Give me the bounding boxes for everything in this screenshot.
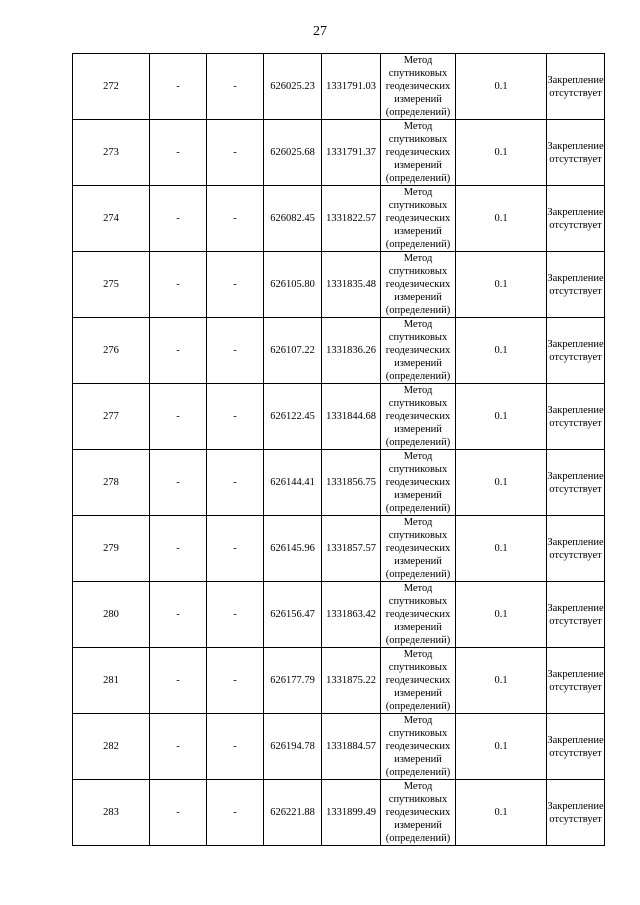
y-coordinate-cell: 1331899.49 [322,780,381,846]
method-cell: Метод спутниковых геодезических измерений (определений) [381,186,456,252]
dash-cell-1: - [150,384,207,450]
x-coordinate-cell: 626221.88 [264,780,322,846]
coordinates-table [72,53,605,846]
method-cell: Метод спутниковых геодезических измерений (определений) [381,648,456,714]
dash-cell-2: - [207,120,264,186]
x-coordinate-cell: 626025.23 [264,54,322,120]
fixation-cell: Закрепление отсутствует [547,450,605,516]
fixation-cell: Закрепление отсутствует [547,318,605,384]
fixation-cell: Закрепление отсутствует [547,186,605,252]
point-number-cell: 273 [73,120,150,186]
point-number-cell: 280 [73,582,150,648]
point-number-cell: 277 [73,384,150,450]
y-coordinate-cell: 1331835.48 [322,252,381,318]
table-body [73,54,605,846]
y-coordinate-cell: 1331863.42 [322,582,381,648]
dash-cell-2: - [207,318,264,384]
method-cell: Метод спутниковых геодезических измерений (определений) [381,252,456,318]
dash-cell-1: - [150,780,207,846]
dash-cell-2: - [207,450,264,516]
accuracy-cell: 0.1 [456,648,547,714]
method-cell: Метод спутниковых геодезических измерений (определений) [381,780,456,846]
table-row [73,648,605,714]
dash-cell-1: - [150,186,207,252]
dash-cell-1: - [150,318,207,384]
table-row [73,780,605,846]
fixation-cell: Закрепление отсутствует [547,252,605,318]
table-row [73,384,605,450]
point-number-cell: 278 [73,450,150,516]
table-row [73,714,605,780]
dash-cell-1: - [150,516,207,582]
dash-cell-1: - [150,450,207,516]
accuracy-cell: 0.1 [456,780,547,846]
point-number-cell: 283 [73,780,150,846]
table-row [73,186,605,252]
accuracy-cell: 0.1 [456,252,547,318]
method-cell: Метод спутниковых геодезических измерений (определений) [381,120,456,186]
point-number-cell: 272 [73,54,150,120]
table-row [73,582,605,648]
method-cell: Метод спутниковых геодезических измерений (определений) [381,516,456,582]
dash-cell-2: - [207,252,264,318]
method-cell: Метод спутниковых геодезических измерений (определений) [381,450,456,516]
table-row [73,252,605,318]
dash-cell-2: - [207,780,264,846]
y-coordinate-cell: 1331857.57 [322,516,381,582]
method-cell: Метод спутниковых геодезических измерений (определений) [381,318,456,384]
table-row [73,450,605,516]
fixation-cell: Закрепление отсутствует [547,780,605,846]
accuracy-cell: 0.1 [456,120,547,186]
x-coordinate-cell: 626082.45 [264,186,322,252]
method-cell: Метод спутниковых геодезических измерений (определений) [381,54,456,120]
dash-cell-1: - [150,714,207,780]
fixation-cell: Закрепление отсутствует [547,648,605,714]
accuracy-cell: 0.1 [456,714,547,780]
y-coordinate-cell: 1331875.22 [322,648,381,714]
fixation-cell: Закрепление отсутствует [547,582,605,648]
dash-cell-1: - [150,648,207,714]
accuracy-cell: 0.1 [456,450,547,516]
fixation-cell: Закрепление отсутствует [547,714,605,780]
fixation-cell: Закрепление отсутствует [547,384,605,450]
method-cell: Метод спутниковых геодезических измерений (определений) [381,384,456,450]
y-coordinate-cell: 1331844.68 [322,384,381,450]
dash-cell-2: - [207,516,264,582]
accuracy-cell: 0.1 [456,318,547,384]
x-coordinate-cell: 626122.45 [264,384,322,450]
dash-cell-2: - [207,582,264,648]
dash-cell-1: - [150,252,207,318]
x-coordinate-cell: 626144.41 [264,450,322,516]
table-row [73,516,605,582]
method-cell: Метод спутниковых геодезических измерений (определений) [381,714,456,780]
x-coordinate-cell: 626145.96 [264,516,322,582]
y-coordinate-cell: 1331791.37 [322,120,381,186]
point-number-cell: 281 [73,648,150,714]
dash-cell-1: - [150,54,207,120]
x-coordinate-cell: 626156.47 [264,582,322,648]
x-coordinate-cell: 626025.68 [264,120,322,186]
fixation-cell: Закрепление отсутствует [547,516,605,582]
dash-cell-2: - [207,186,264,252]
accuracy-cell: 0.1 [456,54,547,120]
accuracy-cell: 0.1 [456,516,547,582]
y-coordinate-cell: 1331822.57 [322,186,381,252]
y-coordinate-cell: 1331836.26 [322,318,381,384]
point-number-cell: 279 [73,516,150,582]
accuracy-cell: 0.1 [456,384,547,450]
table-row [73,54,605,120]
point-number-cell: 282 [73,714,150,780]
x-coordinate-cell: 626107.22 [264,318,322,384]
table-row [73,120,605,186]
point-number-cell: 276 [73,318,150,384]
y-coordinate-cell: 1331791.03 [322,54,381,120]
x-coordinate-cell: 626194.78 [264,714,322,780]
dash-cell-2: - [207,384,264,450]
y-coordinate-cell: 1331884.57 [322,714,381,780]
dash-cell-1: - [150,120,207,186]
fixation-cell: Закрепление отсутствует [547,120,605,186]
dash-cell-1: - [150,582,207,648]
dash-cell-2: - [207,54,264,120]
dash-cell-2: - [207,648,264,714]
table-row [73,318,605,384]
x-coordinate-cell: 626177.79 [264,648,322,714]
x-coordinate-cell: 626105.80 [264,252,322,318]
accuracy-cell: 0.1 [456,582,547,648]
point-number-cell: 275 [73,252,150,318]
fixation-cell: Закрепление отсутствует [547,54,605,120]
accuracy-cell: 0.1 [456,186,547,252]
dash-cell-2: - [207,714,264,780]
page-number: 27 [313,24,327,39]
y-coordinate-cell: 1331856.75 [322,450,381,516]
method-cell: Метод спутниковых геодезических измерений (определений) [381,582,456,648]
point-number-cell: 274 [73,186,150,252]
